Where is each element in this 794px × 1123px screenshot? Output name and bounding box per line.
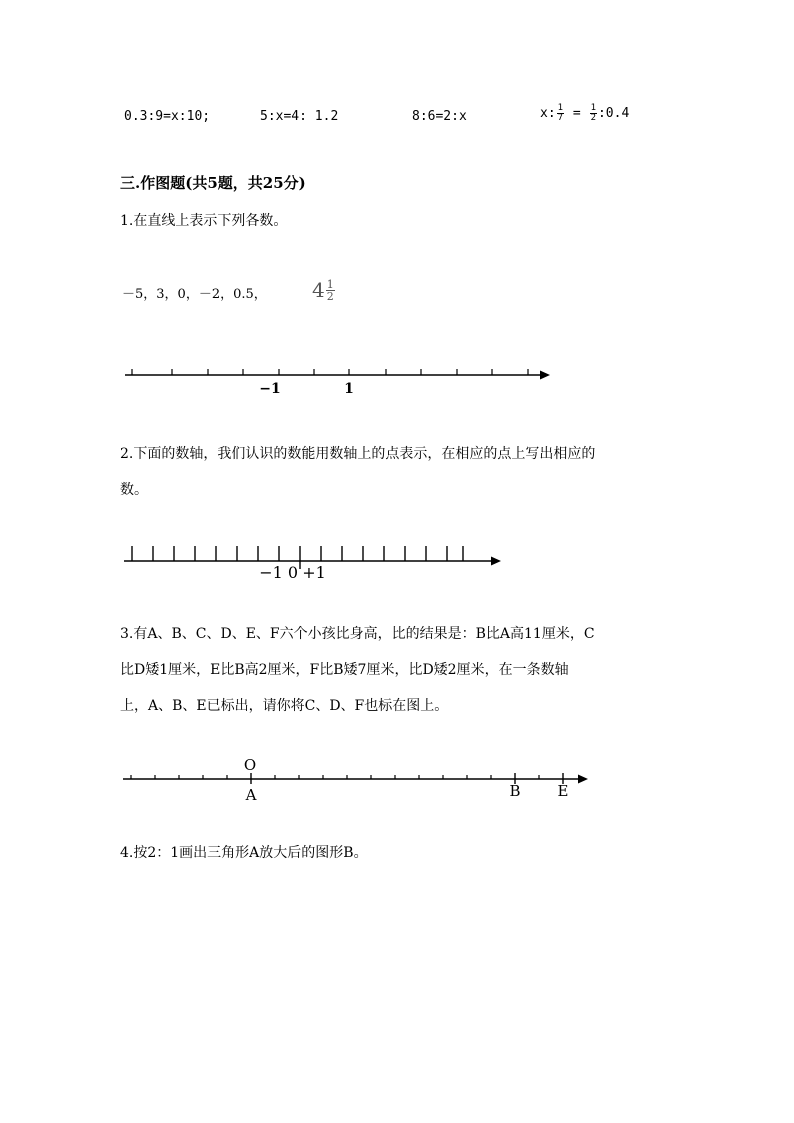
fraction-numerator: 1: [557, 103, 564, 113]
fraction-numerator: 1: [326, 277, 334, 291]
question-3-line-3: 上，A、B、E已标出，请你将C、D、F也标在图上。: [120, 698, 449, 714]
equation-4-suffix: :0.4: [597, 106, 630, 121]
number-line-2-arrow-icon: [491, 557, 501, 566]
fraction-denominator: 7: [557, 113, 564, 123]
number-line-2-label-neg1: −1: [259, 563, 283, 582]
number-line-2-label-pos1: +1: [302, 563, 326, 582]
fraction-denominator: 2: [326, 289, 334, 303]
fraction-numerator: 1: [590, 103, 596, 113]
section-heading: 三.作图题(共5题，共25分): [120, 174, 306, 192]
number-line-3: [123, 756, 588, 804]
question-2-line-1: 2.下面的数轴，我们认识的数能用数轴上的点表示，在相应的点上写出相应的: [120, 446, 596, 462]
question-3-line-2: 比D矮1厘米，E比B高2厘米，F比B矮7厘米，比D矮2厘米，在一条数轴: [120, 662, 569, 678]
number-line-1-label-1: 1: [344, 381, 354, 397]
equation-1: 0.3:9=x:10;: [124, 109, 211, 124]
number-line-3-arrow-icon: [578, 775, 588, 784]
question-1-text: 1.在直线上表示下列各数。: [120, 213, 288, 229]
number-line-3-label-E: E: [557, 782, 569, 800]
number-line-1-label-neg1: −1: [259, 381, 281, 397]
question-2-line-2: 数。: [120, 482, 148, 498]
number-line-2-label-0: 0: [287, 563, 299, 582]
question-3-line-1: 3.有A、B、C、D、E、F六个小孩比身高，比的结果是：B比A高11厘米，C: [120, 626, 595, 642]
number-line-1-arrow-icon: [540, 371, 550, 380]
equation-3: 8:6=2:x: [412, 109, 467, 124]
equation-2: 5:x=4: 1.2: [260, 109, 339, 124]
number-line-1: [125, 369, 550, 397]
mixed-number-whole: 4: [312, 278, 325, 302]
number-line-3-label-A: A: [245, 786, 257, 804]
number-line-3-label-B: B: [509, 782, 521, 800]
question-1-numbers: －5，3，0，－2，0.5，: [122, 287, 267, 302]
equation-4-equals: =: [565, 106, 589, 121]
equation-4-prefix: x:: [540, 106, 556, 121]
number-line-1-ticks: [132, 369, 528, 375]
number-line-3-label-O: O: [243, 756, 257, 774]
question-4-text: 4.按2：1画出三角形A放大后的图形B。: [120, 845, 368, 861]
fraction-denominator: 2: [590, 113, 596, 123]
number-line-2: [124, 546, 501, 582]
